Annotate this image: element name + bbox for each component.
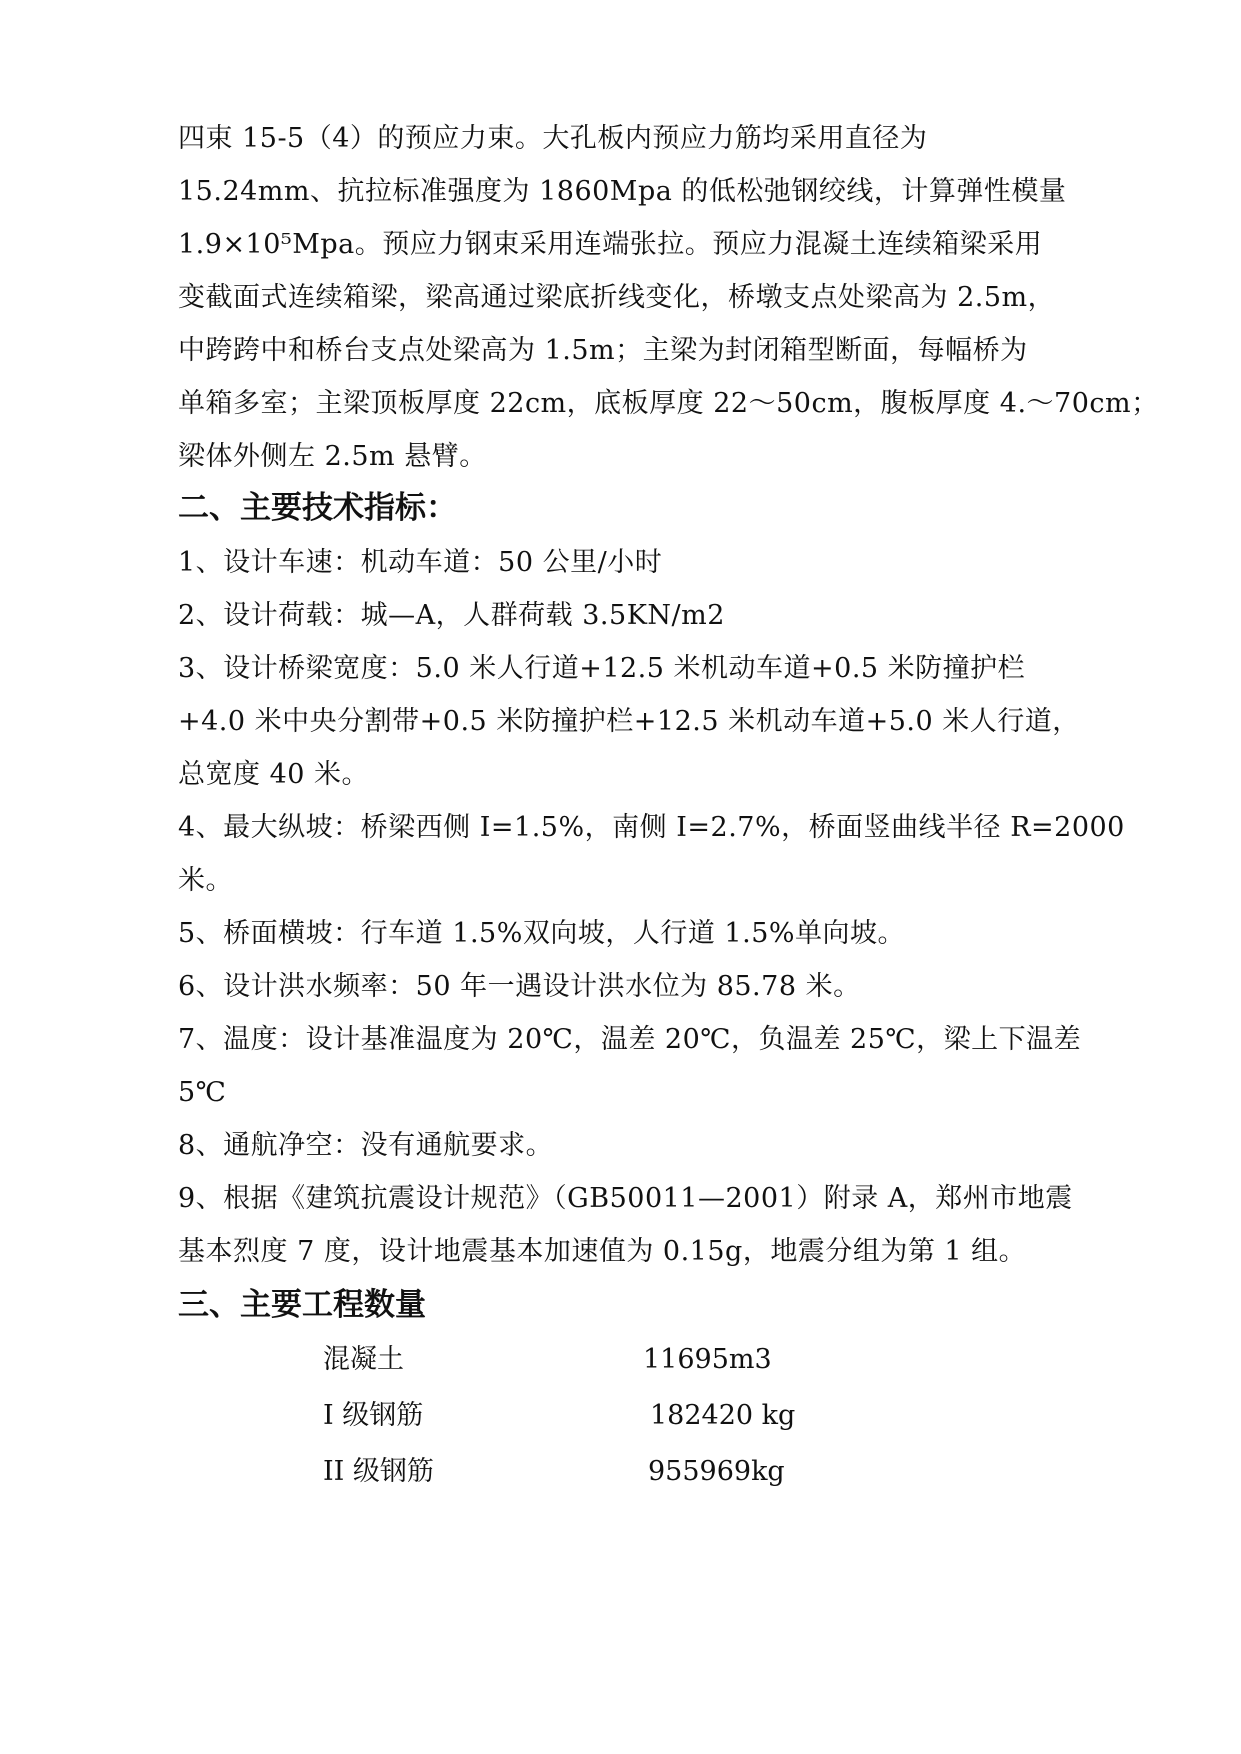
section-heading-technical-indicators: 二、主要技术指标： — [178, 490, 457, 526]
spec-line: 6、设计洪水频率：50 年一遇设计洪水位为 85.78 米。 — [178, 971, 861, 1002]
quantity-item-name: II 级钢筋 — [323, 1456, 434, 1487]
spec-line: 5℃ — [178, 1077, 227, 1108]
quantity-item-value: 11695m3 — [643, 1344, 772, 1375]
quantity-item-value: 182420 kg — [650, 1400, 796, 1431]
quantity-item-name: 混凝土 — [323, 1344, 404, 1375]
spec-line: 基本烈度 7 度，设计地震基本加速值为 0.15g，地震分组为第 1 组。 — [178, 1236, 1027, 1267]
intro-line: 15.24mm、抗拉标准强度为 1860Mpa 的低松弛钢绞线，计算弹性模量 — [178, 176, 1067, 207]
quantity-item-value: 955969kg — [648, 1456, 785, 1487]
spec-line: 9、根据《建筑抗震设计规范》（GB50011—2001）附录 A，郑州市地震 — [178, 1183, 1073, 1214]
spec-line: 1、设计车速：机动车道：50 公里/小时 — [178, 547, 663, 578]
spec-line: 2、设计荷载：城—A，人群荷载 3.5KN/m2 — [178, 600, 725, 631]
intro-line: 变截面式连续箱梁，梁高通过梁底折线变化，桥墩支点处梁高为 2.5m， — [178, 282, 1056, 313]
intro-line: 1.9×10⁵Mpa。预应力钢束采用连端张拉。预应力混凝土连续箱梁采用 — [178, 229, 1043, 260]
spec-line: 4、最大纵坡：桥梁西侧 I=1.5%，南侧 I=2.7%，桥面竖曲线半径 R=2000 — [178, 812, 1125, 843]
intro-line: 四束 15-5（4）的预应力束。大孔板内预应力筋均采用直径为 — [178, 123, 928, 154]
section-heading-quantities: 三、主要工程数量 — [178, 1287, 426, 1323]
intro-line: 中跨跨中和桥台支点处梁高为 1.5m；主梁为封闭箱型断面，每幅桥为 — [178, 335, 1028, 366]
spec-line: 3、设计桥梁宽度：5.0 米人行道+12.5 米机动车道+0.5 米防撞护栏 — [178, 653, 1026, 684]
intro-line: 梁体外侧左 2.5m 悬臂。 — [178, 441, 487, 472]
spec-line: +4.0 米中央分割带+0.5 米防撞护栏+12.5 米机动车道+5.0 米人行道， — [178, 706, 1080, 737]
spec-line: 7、温度：设计基准温度为 20℃，温差 20℃，负温差 25℃，梁上下温差 — [178, 1024, 1082, 1055]
spec-line: 米。 — [178, 865, 233, 896]
spec-line: 8、通航净空：没有通航要求。 — [178, 1130, 554, 1161]
quantity-item-name: I 级钢筋 — [323, 1400, 424, 1431]
spec-line: 总宽度 40 米。 — [178, 759, 370, 790]
spec-line: 5、桥面横坡：行车道 1.5%双向坡，人行道 1.5%单向坡。 — [178, 918, 906, 949]
intro-line: 单箱多室；主梁顶板厚度 22cm，底板厚度 22～50cm，腹板厚度 4.～70cm； — [178, 388, 1159, 419]
